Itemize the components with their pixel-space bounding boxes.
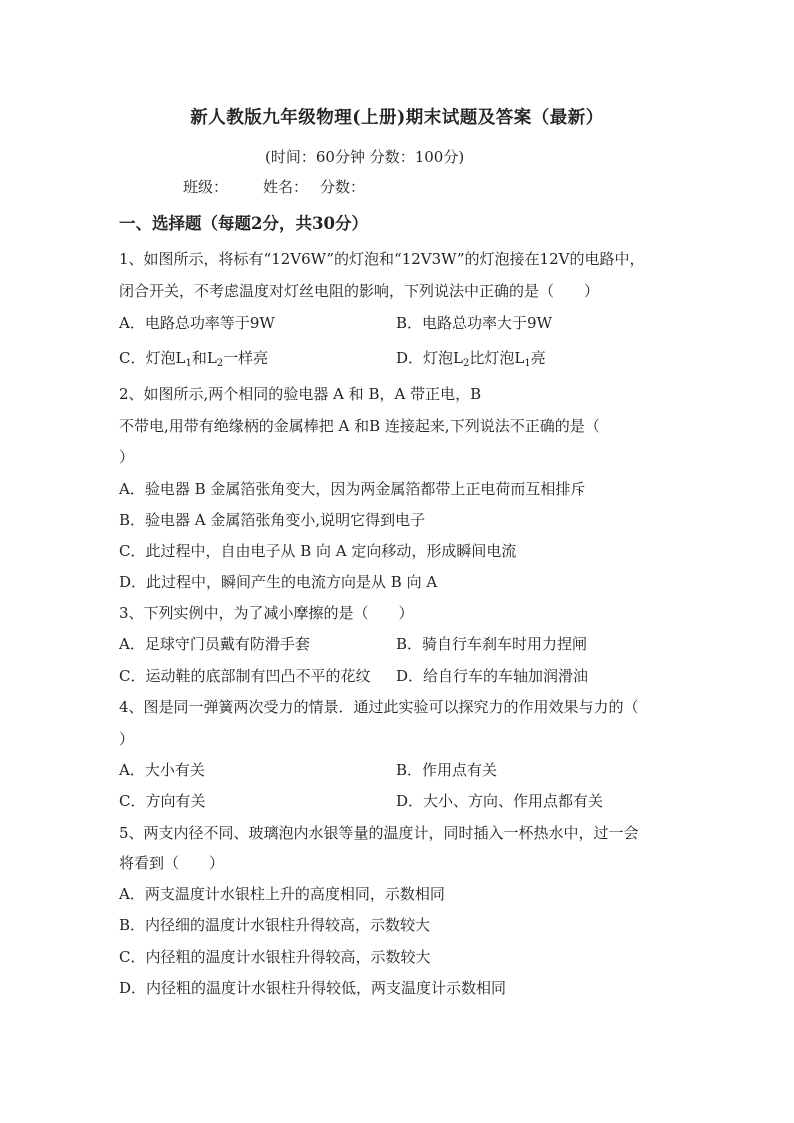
q1-option-c: [119, 347, 268, 369]
q1-option-c-sub2: 2: [216, 358, 224, 369]
q1-stem-line2: 闭合开关，不考虑温度对灯丝电阻的影响，下列说法中正确的是（ ）: [119, 282, 600, 300]
q5-option-d: D．内径粗的温度计水银柱升得较低，两支温度计示数相同: [119, 979, 507, 997]
q1-option-d-sub2: 1: [524, 358, 531, 369]
q2-option-a: A．验电器 B 金属箔张角变大，因为两金属箔都带上正电荷而互相排斥: [119, 480, 586, 498]
q2-option-c: C．此过程中，自由电子从 B 向 A 定向移动，形成瞬间电流: [119, 542, 517, 560]
info-score-label: 分数：: [320, 178, 366, 196]
q3-option-b: B．骑自行车刹车时用力捏闸: [396, 635, 588, 653]
q2-option-d: D．此过程中，瞬间产生的电流方向是从 B 向 A: [119, 573, 438, 591]
q4-option-d: D．大小、方向、作用点都有关: [396, 792, 604, 810]
q2-option-b: B．验电器 A 金属箔张角变小,说明它得到电子: [119, 511, 426, 529]
info-name-label: 姓名：: [263, 178, 309, 196]
q2-stem-line1: 2、如图所示,两个相同的验电器 A 和 B，A 带正电，B: [119, 385, 482, 403]
q3-option-d: D．给自行车的车轴加润滑油: [396, 667, 589, 685]
q1-option-c-sub1: 1: [185, 358, 192, 369]
q5-stem-line1: 5、两支内径不同、玻璃泡内水银等量的温度计，同时插入一杯热水中，过一会: [119, 824, 639, 842]
exam-time-score: (时间：60分钟 分数：100分): [265, 148, 465, 166]
q2-stem-line2: 不带电,用带有绝缘柄的金属棒把 A 和B 连接起来,下列说法不正确的是（: [119, 417, 600, 435]
q4-option-c: C．方向有关: [119, 792, 206, 810]
q1-option-d-sub1: 2: [463, 358, 470, 369]
q1-option-d-text: D．灯泡L: [396, 349, 463, 367]
q4-stem-line1: 4、图是同一弹簧两次受力的情景．通过此实验可以探究力的作用效果与力的（: [119, 698, 639, 716]
q1-stem-line1: 1、如图所示，将标有“12V6W”的灯泡和“12V3W”的灯泡接在12V的电路中，: [119, 250, 645, 268]
q2-stem-line3: ）: [119, 448, 135, 466]
q5-option-a: A．两支温度计水银柱上升的高度相同，示数相同: [119, 885, 445, 903]
q5-option-b: B．内径细的温度计水银柱升得较高，示数较大: [119, 916, 431, 934]
q5-option-c: C．内径粗的温度计水银柱升得较高，示数较大: [119, 948, 431, 966]
q3-stem: 3、下列实例中，为了减小摩擦的是（ ）: [119, 604, 414, 622]
q5-stem-line2: 将看到（ ）: [119, 854, 225, 872]
q4-stem-line2: ）: [119, 730, 135, 748]
q4-option-b: B．作用点有关: [396, 761, 498, 779]
q3-option-c: C．运动鞋的底部制有凹凸不平的花纹: [119, 667, 371, 685]
info-class-label: 班级：: [183, 178, 229, 196]
section-heading: 一、选择题（每题2分，共30分）: [119, 214, 368, 233]
q1-option-c-end: 一样亮: [223, 349, 269, 367]
q1-option-c-text: C．灯泡L: [119, 349, 186, 367]
q1-option-c-mid: 和L: [191, 349, 217, 367]
q1-option-d-mid: 比灯泡L: [469, 349, 525, 367]
q4-option-a: A．大小有关: [119, 761, 205, 779]
q1-option-a: A．电路总功率等于9W: [119, 314, 275, 332]
q1-option-b: B．电路总功率大于9W: [396, 314, 552, 332]
q1-option-d: [396, 347, 546, 369]
exam-title: 新人教版九年级物理(上册)期末试题及答案（最新）: [190, 108, 604, 128]
q3-option-a: A．足球守门员戴有防滑手套: [119, 635, 310, 653]
q1-option-d-end: 亮: [530, 349, 546, 367]
